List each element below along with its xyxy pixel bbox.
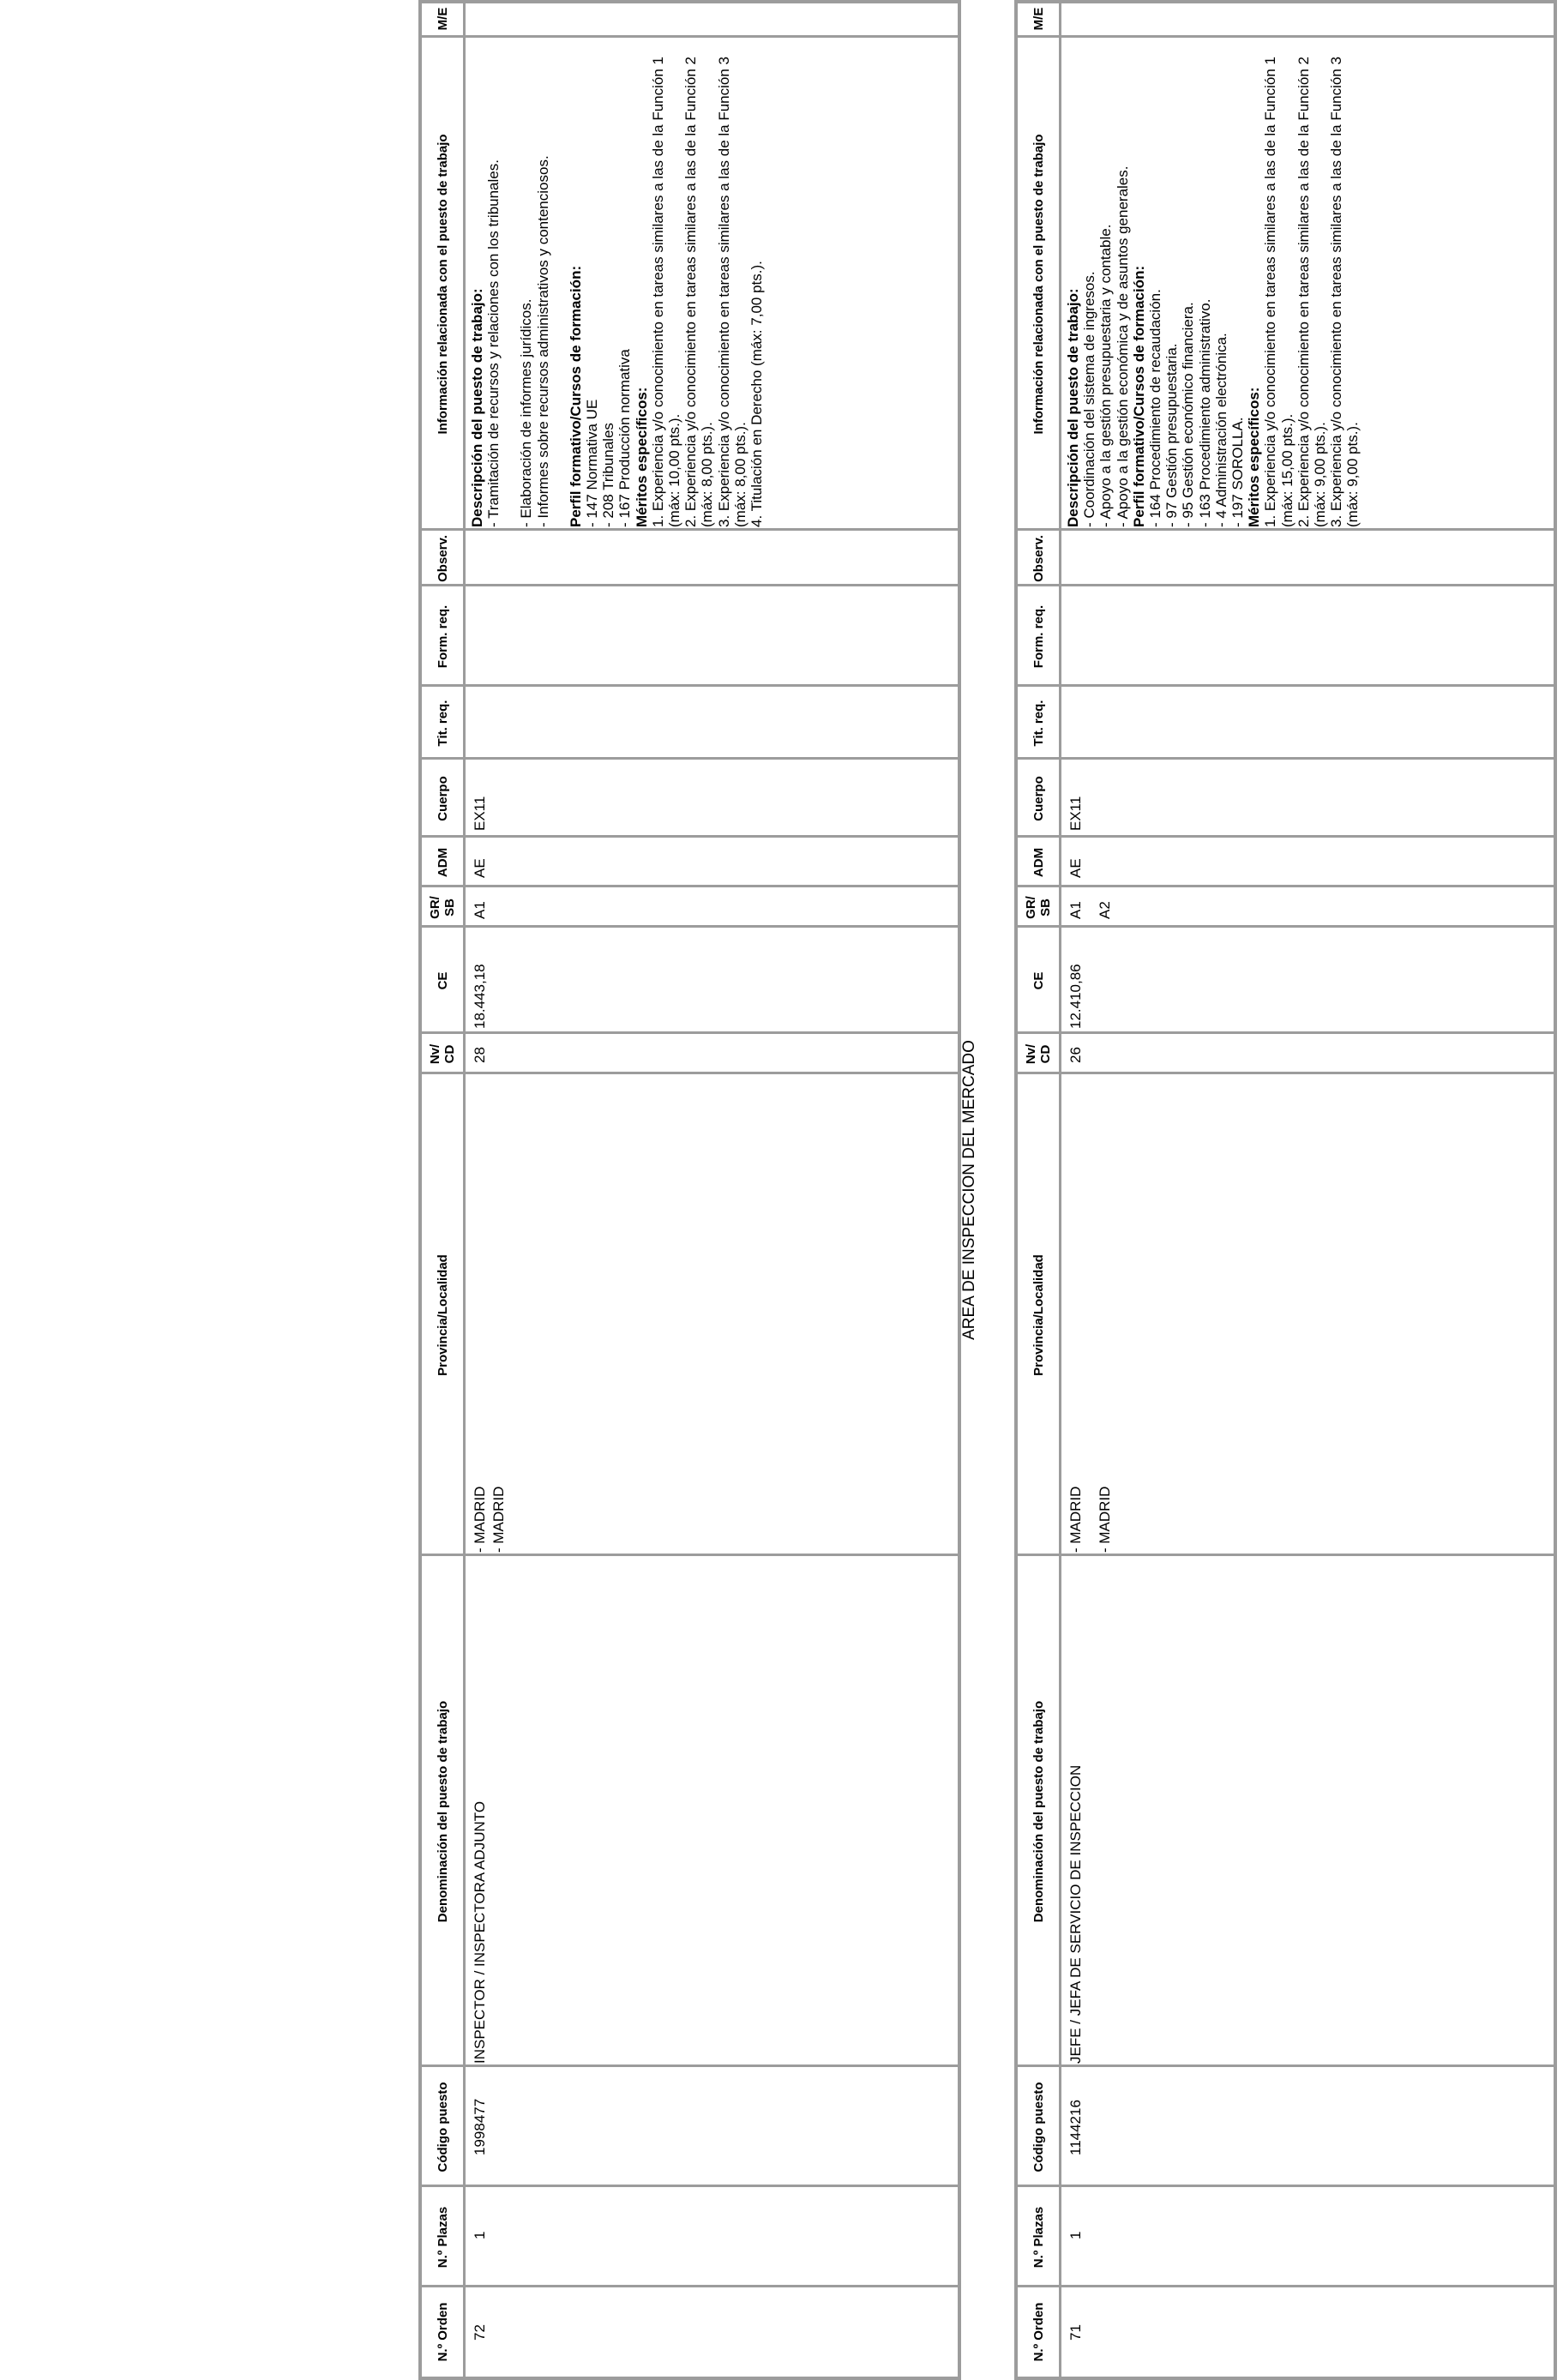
area-title: AREA DE INSPECCION DEL MERCADO	[960, 1040, 978, 1340]
position-table-72	[418, 0, 961, 2380]
cell-gr-1: A1	[472, 901, 488, 919]
header-plazas: N.º Plazas	[1031, 2206, 1046, 2269]
cell-adm: AE	[1067, 858, 1084, 878]
header-orden: N.º Orden	[1031, 2302, 1046, 2362]
cell-gr-1: A1	[1067, 901, 1084, 919]
cell-cuerpo: EX11	[1067, 796, 1084, 831]
header-info: Información relacionada con el puesto de trabajo	[1031, 134, 1046, 435]
cell-gr-2: A2	[1097, 901, 1113, 919]
header-observ: Observ.	[435, 535, 450, 582]
cell-denominacion: JEFE / JEFA DE SERVICIO DE INSPECCION	[1067, 1764, 1084, 2064]
cell-denominacion: INSPECTOR / INSPECTORA ADJUNTO	[472, 1800, 488, 2064]
header-denominacion: Denominación del puesto de trabajo	[1031, 1700, 1046, 1923]
header-codigo: Código puesto	[435, 2082, 450, 2173]
cell-nivel: 28	[472, 1047, 488, 1063]
header-adm: ADM	[435, 847, 450, 878]
header-me: M/E	[435, 7, 450, 31]
cell-ce: 18.443,18	[472, 964, 488, 1029]
header-plazas: N.º Plazas	[435, 2206, 450, 2269]
cell-codigo: 1998477	[472, 2098, 488, 2155]
header-cuerpo: Cuerpo	[1031, 776, 1046, 821]
header-nivel: Nv/ CD	[1024, 1043, 1053, 1065]
header-codigo: Código puesto	[1031, 2082, 1046, 2173]
cell-cuerpo: EX11	[472, 796, 488, 831]
position-table-71	[1014, 0, 1557, 2380]
header-tit: Tit. req.	[435, 700, 450, 747]
cell-adm: AE	[472, 858, 488, 878]
header-observ: Observ.	[1031, 535, 1046, 582]
cell-localidad-2: - MADRID	[1097, 1486, 1113, 1553]
header-me: M/E	[1031, 7, 1046, 31]
cell-localidad-2: - MADRID	[490, 1486, 507, 1553]
header-cuerpo: Cuerpo	[435, 776, 450, 821]
cell-orden: 72	[472, 2324, 488, 2341]
cell-localidad-1: - MADRID	[472, 1486, 488, 1553]
cell-nivel: 26	[1067, 1047, 1084, 1063]
header-adm: ADM	[1031, 847, 1046, 878]
header-gr: GR/ SB	[428, 896, 457, 919]
cell-localidad-1: - MADRID	[1067, 1486, 1084, 1553]
header-info: Información relacionada con el puesto de trabajo	[435, 134, 450, 435]
header-tit: Tit. req.	[1031, 700, 1046, 747]
header-form: Form. req.	[435, 604, 450, 669]
header-ce: CE	[435, 971, 450, 990]
header-ce: CE	[1031, 971, 1046, 990]
cell-info: Descripción del puesto de trabajo: - Tramitación de recursos y relaciones con los tribunales. - Elaboración de informes jurídicos. - Informes sobre recursos administrativos y contenciosos. Perfil formativo/Cursos de formación: - 147 Normativa UE - 208 Tribunales - 167 Producción normativa Méritos específicos: 1. Experiencia y/o conocimiento en tareas similares a las de la Función 1 (máx: 10,00 pts.). 2. Experiencia y/o conocimiento en tareas similares a las de la Función 2 (máx: 8,00 pts.). 3. Experiencia y/o conocimiento en tareas similares a las de la Función 3 (máx: 8,00 pts.). 4. Titulación en Derecho (máx: 7,00 pts.).	[469, 56, 766, 527]
cell-orden: 71	[1067, 2324, 1084, 2341]
header-provincia: Provincia/Localidad	[1031, 1254, 1046, 1376]
header-nivel: Nv/ CD	[428, 1043, 457, 1065]
header-form: Form. req.	[1031, 604, 1046, 669]
cell-info: Descripción del puesto de trabajo: - Coordinación del sistema de ingresos. - Apoyo a la gestión presupuestaria y contable. - Apoyo a la gestión económica y de asuntos generales. Perfil formativo/Cursos de formación: - 164 Procedimiento de recaudación. - 97 Gestión presupuestaria. - 95 Gestión económico financiera. - 163 Procedimiento administrativo. - 4 Administración electrónica. - 197 SOROLLA. Méritos específicos: 1. Experiencia y/o conocimiento en tareas similares a las de la Función 1 (máx: 15,00 pts.). 2. Experiencia y/o conocimiento en tareas similares a las de la Función 2 (máx: 9,00 pts.). 3. Experiencia y/o conocimiento en tareas similares a las de la Función 3 (máx: 9,00 pts.).	[1065, 56, 1362, 527]
cell-plazas: 1	[1067, 2231, 1084, 2239]
header-provincia: Provincia/Localidad	[435, 1254, 450, 1376]
cell-plazas: 1	[472, 2231, 488, 2239]
cell-codigo: 1144216	[1067, 2100, 1084, 2155]
header-gr: GR/ SB	[1024, 896, 1053, 919]
cell-ce: 12.410,86	[1067, 964, 1084, 1029]
header-denominacion: Denominación del puesto de trabajo	[435, 1700, 450, 1923]
header-orden: N.º Orden	[435, 2302, 450, 2362]
